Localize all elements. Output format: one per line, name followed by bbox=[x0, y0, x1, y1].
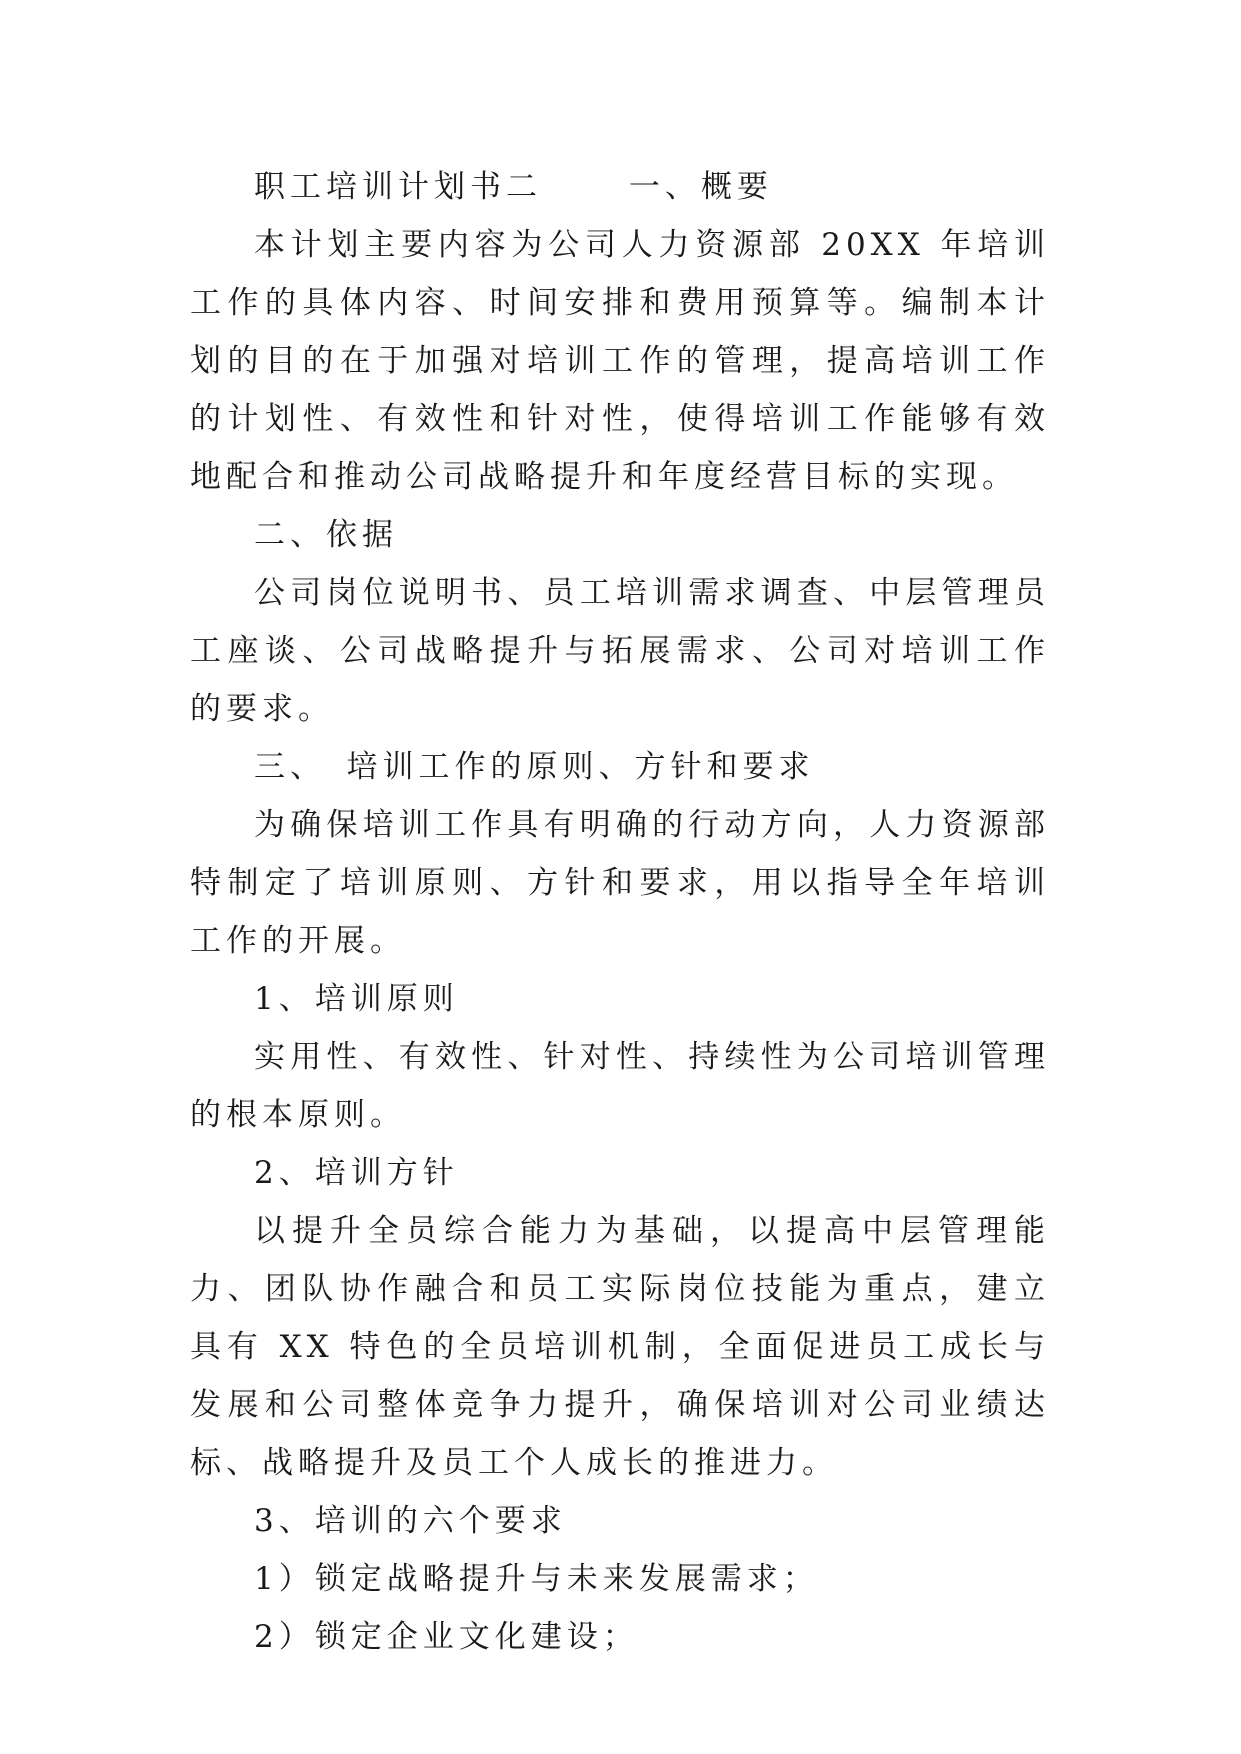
heading-title-overview: 职工培训计划书二 一、概要 bbox=[254, 169, 773, 205]
heading-basis: 二、依据 bbox=[254, 517, 398, 553]
paragraph-principle: 实用性、有效性、针对性、持续性为公司培训管理的根本原则。 bbox=[190, 1039, 1050, 1133]
paragraph-principles-intro: 为确保培训工作具有明确的行动方向，人力资源部特制定了培训原则、方针和要求，用以指导全年培训工作的开展。 bbox=[190, 807, 1050, 959]
subheading-policy: 2、培训方针 bbox=[254, 1155, 459, 1191]
document-body bbox=[190, 158, 1050, 1666]
paragraph-basis: 公司岗位说明书、员工培训需求调查、中层管理员工座谈、公司战略提升与拓展需求、公司对培训工作的要求。 bbox=[190, 575, 1050, 727]
list-item-requirement-2: 2）锁定企业文化建设； bbox=[254, 1619, 639, 1655]
subheading-principle: 1、培训原则 bbox=[254, 981, 459, 1017]
heading-principles: 三、 培训工作的原则、方针和要求 bbox=[254, 749, 815, 785]
list-item-requirement-1: 1）锁定战略提升与未来发展需求； bbox=[254, 1561, 819, 1597]
subheading-requirements: 3、培训的六个要求 bbox=[254, 1503, 567, 1539]
paragraph-overview: 本计划主要内容为公司人力资源部 20XX 年培训工作的具体内容、时间安排和费用预算等。编制本计划的目的在于加强对培训工作的管理，提高培训工作的计划性、有效性和针对性，使得培训工作能够有效地配合和推动公司战略提升和年度经营目标的实现。 bbox=[190, 227, 1050, 495]
paragraph-policy: 以提升全员综合能力为基础，以提高中层管理能力、团队协作融合和员工实际岗位技能为重点，建立具有 XX 特色的全员培训机制，全面促进员工成长与发展和公司整体竞争力提升，确保培训对公司业绩达标、战略提升及员工个人成长的推进力。 bbox=[190, 1213, 1050, 1481]
